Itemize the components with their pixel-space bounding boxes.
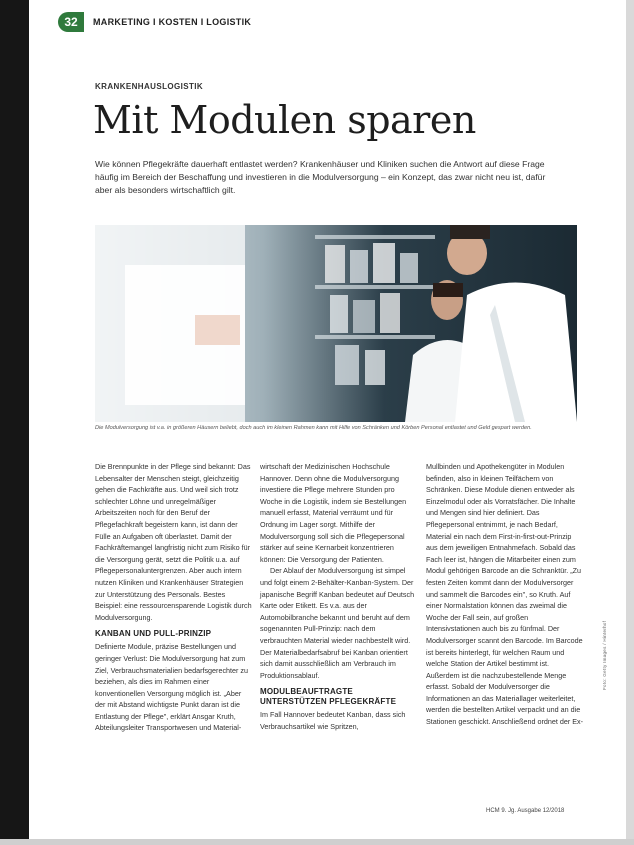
paragraph: Im Fall Hannover bedeutet Kanban, dass sich Verbrauchsartikel wie Spritzen, xyxy=(260,710,406,731)
section-label: MARKETING I KOSTEN I LOGISTIK xyxy=(93,17,252,27)
paragraph: Mullbinden und Apothekengüter in Modulen befinden, also in kleinen Teilfächern von Schränken. Diese Module dienen entweder als Einzelmodul oder als Vorratsfächer. Die Inhalte und Mengen sind hier definiert. Das Pflegepersonal entnimmt, je nach Bedarf, Material ein nach dem First-in-first-out-Prinzip aus dem jeweiligen Entnahmefach. Sobald das Fach leer ist, hängen die Mitarbeiter einen zum Modul gehörigen Barcode an die Schranktür. „Zu festen Zeiten kommt dann der Modulversorger und sammelt die Barcodes ein", so Kruth. Auf einer Normalstation können das zweimal die Woche der Fall sein, auf großen Intensivstationen auch bis zu fünfmal. Der Modulversorger scannt den Barcode. Im Barcode ist bereits hinterlegt, für welchen Raum und welche Station der Artikel bestimmt ist. Außerdem ist die nachzubestellende Menge erfasst. Sobald der Modulversorger die Informationen an das Materiallager weiterleitet, werden die bestellten Artikel verpackt und an die Stationen geschickt. Anschließend ordnet der Ex- xyxy=(426,462,584,727)
text-column-1 xyxy=(95,461,252,734)
photo-caption: Die Modulversorgung ist v.a. in größeren Häusern beliebt, doch auch im kleinen Rahmen kann mit Hilfe von Schränken und Körben Personal entlastet und Geld gespart werden. xyxy=(95,425,532,431)
text-column-2 xyxy=(260,461,417,732)
article-intro: Wie können Pflegekräfte dauerhaft entlastet werden? Krankenhäuser und Kliniken suchen die Antwort auf diese Frage häufig im Bereich der Beschaffung und investieren in die Modulversorgung – ein Konzept, das zwar nicht neu ist, dafür aber als besonders wirtschaftlich gilt. xyxy=(95,159,546,195)
paragraph: wirtschaft der Medizinischen Hochschule Hannover. Denn ohne die Modulversorgung investiere die Pflege mehrere Stunden pro Woche in die Logistik, indem sie Bestellungen manuell erfasst, Material verräumt und für Ordnung im Lager sorgt. Mithilfe der Modulversorgung soll sich die Pflegepersonal stärker auf seine Kernarbeit konzentrieren können: Die Versorgung der Patienten. xyxy=(260,462,407,564)
subheading: KANBAN UND PULL-PRINZIP xyxy=(95,629,212,639)
text-column-3 xyxy=(426,461,583,728)
scan-border-left xyxy=(0,0,29,845)
paragraph: Der Ablauf der Modulversorgung ist simpel und folgt einem 2-Behälter-Kanban-System. Der japanische Begriff Kanban bedeutet auf Deutsch Karte oder Etikett. Es v.a. aus der Automobilbranche bekannt und beruht auf dem sogenannten Pull-Prinzip: nach dem verbrauchten Material wieder nachbestellt wird. Der Materialbedarfsabruf bei Kanban orientiert sich damit ausschließlich am Verbrauch im Produktionsablauf. xyxy=(260,566,415,680)
article-title: Mit Modulen sparen xyxy=(93,98,476,142)
paragraph: Die Brennpunkte in der Pflege sind bekannt: Das Lebensalter der Menschen steigt, gleichzeitig gehen die Fachkräfte aus. Und weil sich trotz schlechter Löhne und unregelmäßiger Arbeitszeiten noch für den Beruf der Pflegefachkraft begeistern kann, ist dann der Fülle an Aufgaben oft überlastet. Damit der Fachkräftemangel langfristig nicht zum Risiko für die Versorgung gerät, setzt die Politik u.a. auf Pflegepersonaluntergrenzen. Aber auch intern nutzen Kliniken und Krankenhäuser Strategien zur Unterstützung des Personals. Bestes Beispiel: eine ressourcensparende Logistik durch Modulversorgung. xyxy=(95,462,252,622)
page-footer: HCM 9. Jg. Ausgabe 12/2018 xyxy=(486,808,565,814)
article-photo xyxy=(95,225,577,422)
photo-credit: Foto: Getty Images / Hinterhof xyxy=(602,620,607,690)
subheading: MODULBEAUFTRAGTE UNTERSTÜTZEN PFLEGEKRÄFTE xyxy=(260,687,397,707)
scan-border-right xyxy=(626,0,634,845)
pharmacy-scene-image xyxy=(95,225,577,422)
paragraph: Definierte Module, präzise Bestellungen und geringer Verlust: Die Modulversorgung hat zum Ziel, Verbrauchsmaterialien bedarfsgerechter zu beziehen, als dies im Rahmen einer konventionellen Versorgung möglich ist. „Aber der mit Abstand wichtigste Punkt daran ist die Entlastung der Pflege", erklärt Ansgar Kruth, Abteilungsleiter Transportwesen und Material- xyxy=(95,642,249,733)
page-header xyxy=(58,12,251,32)
article-kicker: KRANKENHAUSLOGISTIK xyxy=(95,82,204,91)
page-number-badge: 32 xyxy=(58,12,84,32)
scan-border-bottom xyxy=(0,839,634,845)
